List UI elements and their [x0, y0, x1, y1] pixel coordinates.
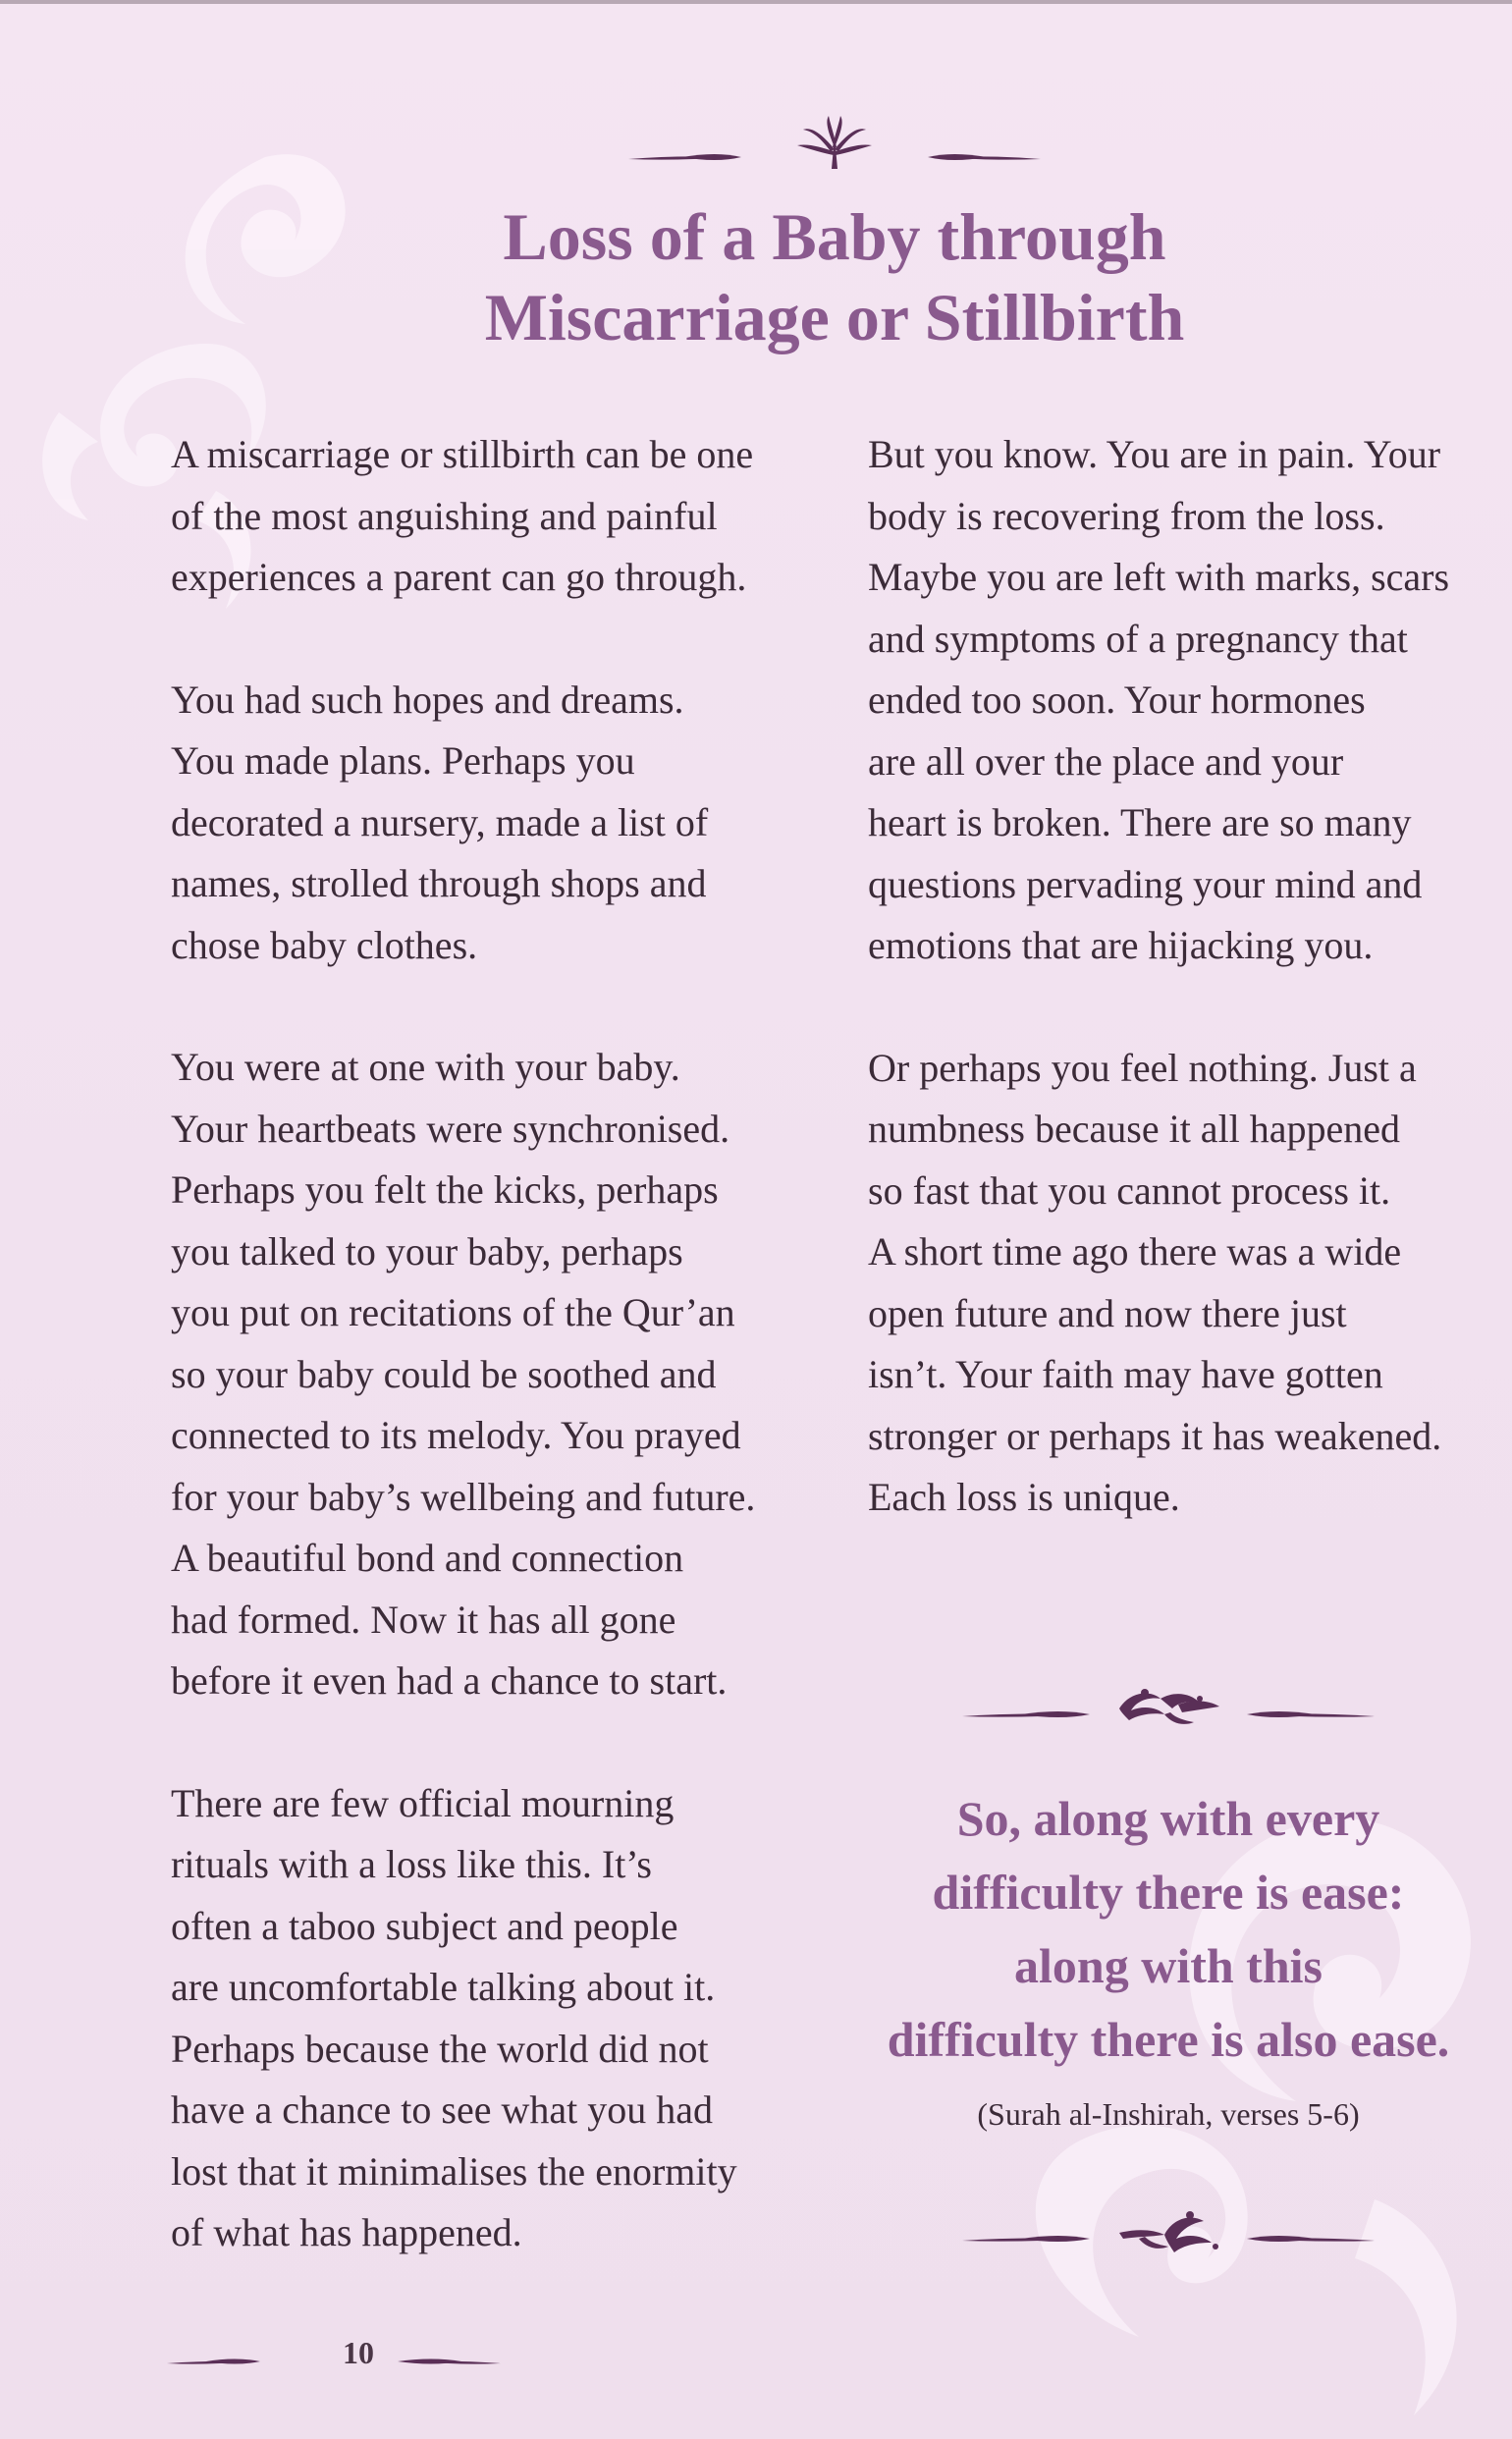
- left-column: [171, 424, 819, 2325]
- text-line: names, strolled through shops and: [171, 861, 707, 905]
- text-line: Maybe you are left with marks, scars: [868, 555, 1450, 599]
- text-line: chose baby clothes.: [171, 922, 478, 967]
- quote-bottom-ornament-icon: [943, 2199, 1394, 2268]
- text-line: There are few official mourning: [171, 1780, 675, 1825]
- page-title: [363, 196, 1306, 357]
- paragraph: [171, 1037, 819, 1712]
- text-line: are uncomfortable talking about it.: [171, 1965, 716, 2009]
- text-line: Perhaps you felt the kicks, perhaps: [171, 1167, 719, 1212]
- text-line: But you know. You are in pain. Your: [868, 432, 1441, 476]
- top-ornament-icon: [628, 108, 1041, 177]
- text-line: emotions that are hijacking you.: [868, 923, 1374, 967]
- text-line: so fast that you cannot process it.: [868, 1167, 1391, 1213]
- text-line: isn’t. Your faith may have gotten: [868, 1352, 1383, 1396]
- text-line: and symptoms of a pregnancy that: [868, 616, 1408, 661]
- paragraph: [868, 424, 1496, 977]
- top-edge: [0, 0, 1512, 4]
- paragraph: [868, 1038, 1496, 1529]
- text-line: A beautiful bond and connection: [171, 1536, 684, 1580]
- paragraph: [171, 1773, 819, 2264]
- page-number: 10: [343, 2335, 374, 2370]
- text-line: questions pervading your mind and: [868, 861, 1423, 906]
- text-line: heart is broken. There are so many: [868, 800, 1412, 844]
- right-column: [868, 424, 1496, 1590]
- quote-line-2: difficulty there is ease:: [932, 1865, 1405, 1920]
- quote-line-4: difficulty there is also ease.: [887, 2012, 1450, 2067]
- text-line: lost that it minimalises the enormity: [171, 2148, 737, 2194]
- text-line: A miscarriage or stillbirth can be one: [171, 432, 754, 476]
- text-line: often a taboo subject and people: [171, 1903, 678, 1948]
- text-line: before it even had a chance to start.: [171, 1658, 728, 1703]
- paragraph: [171, 424, 819, 609]
- text-line: experiences a parent can go through.: [171, 555, 747, 599]
- text-line: of the most anguishing and painful: [171, 493, 718, 538]
- quote-citation: (Surah al-Inshirah, verses 5-6): [977, 2096, 1360, 2132]
- text-line: You were at one with your baby.: [171, 1045, 680, 1089]
- text-line: you put on recitations of the Qur’an: [171, 1290, 735, 1334]
- text-line: numbness because it all happened: [868, 1107, 1401, 1151]
- text-line: so your baby could be soothed and: [171, 1351, 717, 1396]
- text-line: for your baby’s wellbeing and future.: [171, 1474, 756, 1519]
- quote-line-1: So, along with every: [956, 1791, 1380, 1846]
- text-line: A short time ago there was a wide: [868, 1229, 1402, 1274]
- text-line: You made plans. Perhaps you: [171, 738, 635, 783]
- text-line: stronger or perhaps it has weakened.: [868, 1413, 1442, 1458]
- text-line: you talked to your baby, perhaps: [171, 1228, 683, 1274]
- text-line: body is recovering from the loss.: [868, 493, 1385, 538]
- text-line: open future and now there just: [868, 1290, 1347, 1335]
- text-line: have a chance to see what you had: [171, 2087, 713, 2132]
- text-line: Your heartbeats were synchronised.: [171, 1106, 730, 1151]
- text-line: are all over the place and your: [868, 738, 1344, 784]
- text-line: of what has happened.: [171, 2210, 522, 2254]
- text-line: decorated a nursery, made a list of: [171, 799, 709, 844]
- text-line: ended too soon. Your hormones: [868, 678, 1366, 722]
- paragraph: [171, 670, 819, 977]
- text-line: You had such hopes and dreams.: [171, 677, 684, 722]
- text-line: rituals with a loss like this. It’s: [171, 1842, 652, 1886]
- text-line: Or perhaps you feel nothing. Just a: [868, 1045, 1417, 1090]
- text-line: connected to its melody. You prayed: [171, 1413, 741, 1457]
- title-line-1: Loss of a Baby through: [503, 199, 1166, 274]
- quote-line-3: along with this: [1014, 1938, 1323, 1993]
- text-line: Each loss is unique.: [868, 1475, 1180, 1519]
- quran-quote: [844, 1782, 1492, 2077]
- text-line: Perhaps because the world did not: [171, 2026, 709, 2071]
- title-line-2: Miscarriage or Stillbirth: [484, 280, 1185, 354]
- quote-top-ornament-icon: [943, 1669, 1394, 1738]
- text-line: had formed. Now it has all gone: [171, 1597, 676, 1642]
